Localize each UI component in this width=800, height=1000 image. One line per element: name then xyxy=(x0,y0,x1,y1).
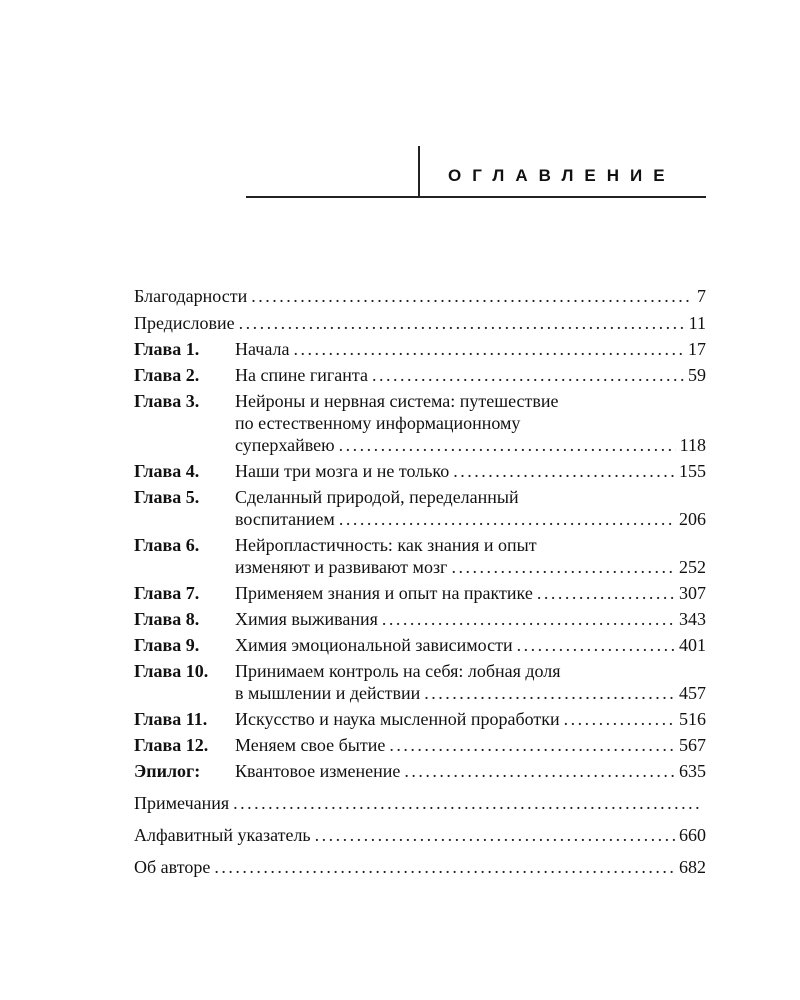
toc-entry-title: Химия эмоциональной зависимости xyxy=(235,635,513,655)
toc-entry-about-author[interactable] xyxy=(134,856,706,878)
toc-entry-chapter-12[interactable] xyxy=(134,734,706,756)
toc-entry-title: изменяют и развивают мозг xyxy=(235,557,448,577)
table-of-contents xyxy=(134,285,706,878)
toc-entry-title-line: Принимаем контроль на себя: лобная доля xyxy=(235,661,561,681)
dot-leader xyxy=(447,556,675,578)
toc-entry-title: Об авторе xyxy=(134,857,211,877)
toc-entry-chapter-4[interactable] xyxy=(134,460,706,482)
toc-page-number: 567 xyxy=(679,735,706,755)
toc-entry-body xyxy=(134,856,706,878)
toc-page-number: 516 xyxy=(679,709,706,729)
toc-entry-title: в мышлении и действии xyxy=(235,683,421,703)
dot-leader xyxy=(449,460,675,482)
header-horizontal-rule xyxy=(246,196,706,198)
toc-entry-chapter-3[interactable] xyxy=(134,390,706,456)
dot-leader xyxy=(513,634,675,656)
toc-entry-body xyxy=(235,660,706,704)
toc-entry-title: суперхайвею xyxy=(235,435,335,455)
toc-entry-title: Искусство и наука мысленной проработки xyxy=(235,709,560,729)
toc-entry-body xyxy=(235,338,706,360)
toc-entry-chapter-8[interactable] xyxy=(134,608,706,630)
toc-page-number: 635 xyxy=(679,761,706,781)
toc-entry-chapter-2[interactable] xyxy=(134,364,706,386)
toc-entry-title: Благодарности xyxy=(134,286,248,306)
toc-entry-title: Меняем свое бытие xyxy=(235,735,386,755)
dot-leader xyxy=(420,682,675,704)
toc-entry-body xyxy=(134,312,706,334)
toc-chapter-label: Глава 5. xyxy=(134,487,200,507)
toc-entry-acknowledgements[interactable] xyxy=(134,285,706,307)
toc-entry-chapter-9[interactable] xyxy=(134,634,706,656)
dot-leader xyxy=(289,338,684,360)
toc-page-number: 682 xyxy=(679,857,706,877)
toc-entry-body xyxy=(235,460,706,482)
toc-entry-epilogue[interactable] xyxy=(134,760,706,782)
toc-entry-body xyxy=(235,734,706,756)
dot-leader xyxy=(385,734,675,756)
toc-entry-notes[interactable] xyxy=(134,792,706,814)
dot-leader xyxy=(210,856,675,878)
toc-page-number: 17 xyxy=(688,339,706,359)
toc-entry-chapter-11[interactable] xyxy=(134,708,706,730)
dot-leader xyxy=(560,708,675,730)
toc-chapter-label: Глава 6. xyxy=(134,535,200,555)
toc-entry-title: Начала xyxy=(235,339,290,359)
toc-page-number: 660 xyxy=(679,825,706,845)
toc-page-number: 118 xyxy=(679,435,706,455)
toc-entry-body xyxy=(134,285,706,307)
toc-page-number: 59 xyxy=(688,365,706,385)
toc-entry-body xyxy=(134,824,706,846)
page-title: ОГЛАВЛЕНИЕ xyxy=(448,166,676,185)
toc-entry-title: На спине гиганта xyxy=(235,365,368,385)
toc-entry-body xyxy=(235,708,706,730)
toc-chapter-label: Глава 2. xyxy=(134,365,200,385)
toc-entry-preface[interactable] xyxy=(134,312,706,334)
contents-header xyxy=(246,146,706,198)
toc-entry-chapter-1[interactable] xyxy=(134,338,706,360)
toc-page-number: 206 xyxy=(679,509,706,529)
header-vertical-rule xyxy=(418,146,420,198)
toc-chapter-label: Глава 10. xyxy=(134,661,209,681)
toc-chapter-label: Глава 4. xyxy=(134,461,200,481)
toc-entry-chapter-5[interactable] xyxy=(134,486,706,530)
toc-entry-chapter-6[interactable] xyxy=(134,534,706,578)
dot-leader xyxy=(247,285,693,307)
toc-entry-body xyxy=(235,390,706,456)
toc-entry-body xyxy=(235,634,706,656)
toc-page-number: 457 xyxy=(679,683,706,703)
toc-page-number: 11 xyxy=(688,313,706,333)
toc-entry-title-line: Сделанный природой, переделанный xyxy=(235,487,519,507)
dot-leader xyxy=(235,312,685,334)
toc-entry-title: Квантовое изменение xyxy=(235,761,401,781)
toc-entry-title-line: Нейропластичность: как знания и опыт xyxy=(235,535,537,555)
dot-leader xyxy=(400,760,675,782)
toc-entry-title: Наши три мозга и не только xyxy=(235,461,450,481)
toc-page-number: 401 xyxy=(679,635,706,655)
toc-chapter-label: Глава 8. xyxy=(134,609,200,629)
toc-entry-title: Применяем знания и опыт на практике xyxy=(235,583,533,603)
toc-entry-body xyxy=(134,792,706,814)
toc-page-number: 307 xyxy=(679,583,706,603)
toc-entry-title: Предисловие xyxy=(134,313,235,333)
dot-leader xyxy=(533,582,675,604)
toc-chapter-label: Глава 7. xyxy=(134,583,200,603)
dot-leader xyxy=(229,792,702,814)
toc-entry-title: Примечания xyxy=(134,793,230,813)
toc-chapter-label: Глава 1. xyxy=(134,339,200,359)
toc-entry-title: Алфавитный указатель xyxy=(134,825,311,845)
dot-leader xyxy=(335,508,675,530)
toc-chapter-label: Эпилог: xyxy=(134,761,201,781)
dot-leader xyxy=(368,364,684,386)
toc-entry-body xyxy=(235,364,706,386)
toc-page-number: 343 xyxy=(679,609,706,629)
dot-leader xyxy=(311,824,675,846)
toc-chapter-label: Глава 11. xyxy=(134,709,208,729)
toc-chapter-label: Глава 3. xyxy=(134,391,200,411)
toc-entry-chapter-7[interactable] xyxy=(134,582,706,604)
toc-page-number: 7 xyxy=(697,286,706,306)
toc-entry-index[interactable] xyxy=(134,824,706,846)
toc-page-number: 252 xyxy=(679,557,706,577)
toc-entry-title: Химия выживания xyxy=(235,609,378,629)
toc-chapter-label: Глава 12. xyxy=(134,735,209,755)
toc-page-number: 155 xyxy=(679,461,706,481)
toc-chapter-label: Глава 9. xyxy=(134,635,200,655)
toc-entry-body xyxy=(235,608,706,630)
toc-entry-chapter-10[interactable] xyxy=(134,660,706,704)
toc-entry-body xyxy=(235,582,706,604)
toc-entry-title-line: по естественному информационному xyxy=(235,413,521,433)
toc-entry-title-line: Нейроны и нервная система: путешествие xyxy=(235,391,559,411)
toc-entry-body xyxy=(235,760,706,782)
dot-leader xyxy=(335,434,676,456)
toc-entry-body xyxy=(235,534,706,578)
dot-leader xyxy=(378,608,675,630)
toc-entry-title: воспитанием xyxy=(235,509,335,529)
toc-entry-body xyxy=(235,486,706,530)
